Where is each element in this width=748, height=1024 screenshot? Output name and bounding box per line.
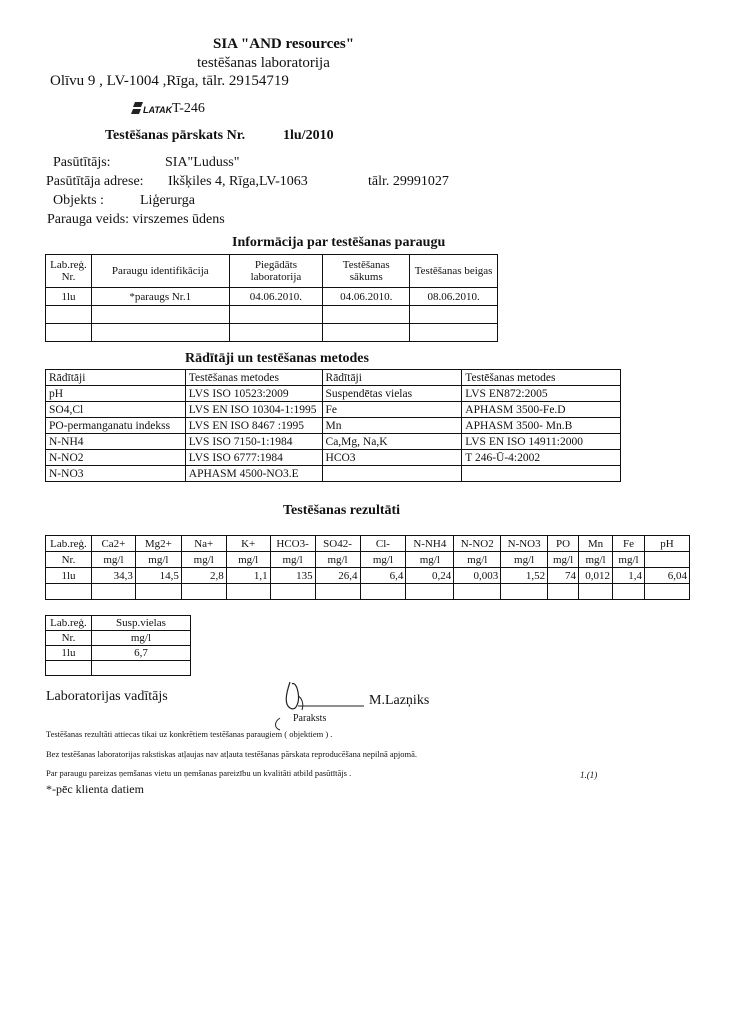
table-row bbox=[46, 568, 690, 584]
value-cell: 6,04 bbox=[644, 568, 689, 584]
unit-cell: mg/l bbox=[454, 552, 501, 568]
value-cell: 2,8 bbox=[181, 568, 226, 584]
client-address-label: Pasūtītāja adrese: bbox=[46, 174, 144, 189]
param-cell: Fe bbox=[322, 402, 462, 418]
param-cell: SO4,Cl bbox=[46, 402, 186, 418]
value-cell: 135 bbox=[270, 568, 315, 584]
table-row bbox=[46, 450, 621, 466]
unit-cell: mg/l bbox=[91, 631, 190, 646]
value-cell: 0,24 bbox=[406, 568, 454, 584]
unit-cell: mg/l bbox=[226, 552, 270, 568]
param-header: Na+ bbox=[181, 536, 226, 552]
sample-id-cell: *paraugs Nr.1 bbox=[91, 288, 229, 306]
client-address-value: Ikšķiles 4, Rīga,LV-1063 bbox=[168, 174, 308, 189]
accreditation-logo bbox=[131, 99, 173, 124]
method-cell: LVS ISO 7150-1:1984 bbox=[185, 434, 322, 450]
header-cell: Rādītāji bbox=[322, 370, 462, 386]
value-cell: 1,52 bbox=[501, 568, 548, 584]
object-label: Objekts : bbox=[53, 193, 104, 208]
unit-cell: mg/l bbox=[270, 552, 315, 568]
method-cell: T 246-Ū-4:2002 bbox=[462, 450, 621, 466]
method-cell: LVS EN ISO 14911:2000 bbox=[462, 434, 621, 450]
param-cell: PO-permanganatu indekss bbox=[46, 418, 186, 434]
header-cell: Lab.reģ. bbox=[46, 616, 92, 631]
value-cell: 6,7 bbox=[91, 646, 190, 661]
param-header: Ca2+ bbox=[91, 536, 135, 552]
param-cell: N-NO2 bbox=[46, 450, 186, 466]
value-cell: 14,5 bbox=[135, 568, 181, 584]
param-cell: pH bbox=[46, 386, 186, 402]
table-row bbox=[46, 466, 621, 482]
table-row bbox=[46, 370, 621, 386]
report-number: 1lu/2010 bbox=[283, 128, 334, 143]
info-table bbox=[45, 254, 498, 342]
header-cell: Testēšanas sākums bbox=[323, 255, 410, 288]
unit-cell bbox=[644, 552, 689, 568]
param-cell: N-NH4 bbox=[46, 434, 186, 450]
table-row bbox=[46, 386, 621, 402]
sample-id-cell: 1lu bbox=[46, 646, 92, 661]
page-number: 1.(1) bbox=[580, 770, 598, 780]
table-row bbox=[46, 661, 191, 676]
param-header: N-NO3 bbox=[501, 536, 548, 552]
results-table bbox=[45, 535, 690, 600]
start-cell: 04.06.2010. bbox=[323, 288, 410, 306]
method-cell bbox=[462, 466, 621, 482]
method-cell: LVS ISO 6777:1984 bbox=[185, 450, 322, 466]
info-section-title: Informācija par testēšanas paraugu bbox=[232, 235, 446, 250]
table-row bbox=[46, 584, 690, 600]
note-1: Testēšanas rezultāti attiecas tikai uz konkrētiem testēšanas paraugiem ( objektiem ) . bbox=[46, 729, 333, 739]
method-cell: LVS EN ISO 8467 :1995 bbox=[185, 418, 322, 434]
param-header: HCO3- bbox=[270, 536, 315, 552]
unit-cell: mg/l bbox=[548, 552, 579, 568]
lab-reg-cell: 1lu bbox=[46, 288, 92, 306]
lab-name: testēšanas laboratorija bbox=[197, 55, 330, 71]
end-cell: 08.06.2010. bbox=[410, 288, 498, 306]
param-header: Cl- bbox=[360, 536, 406, 552]
value-cell: 6,4 bbox=[360, 568, 406, 584]
object-value: Liģerurga bbox=[140, 193, 195, 208]
table-row bbox=[46, 288, 498, 306]
header-cell: Testēšanas beigas bbox=[410, 255, 498, 288]
unit-cell: mg/l bbox=[91, 552, 135, 568]
report-title: Testēšanas pārskats Nr. bbox=[105, 128, 246, 143]
param-cell: Ca,Mg, Na,K bbox=[322, 434, 462, 450]
header-cell: Nr. bbox=[46, 552, 92, 568]
param-header: pH bbox=[644, 536, 689, 552]
method-cell: LVS ISO 10523:2009 bbox=[185, 386, 322, 402]
header-cell: Piegādāts laboratorija bbox=[229, 255, 323, 288]
method-cell: APHASM 3500-Fe.D bbox=[462, 402, 621, 418]
table-row bbox=[46, 536, 690, 552]
accreditation-number: T-246 bbox=[172, 101, 205, 116]
header-cell: Paraugu identifikācija bbox=[91, 255, 229, 288]
table-row bbox=[46, 402, 621, 418]
table-row bbox=[46, 616, 191, 631]
value-cell: 0,003 bbox=[454, 568, 501, 584]
value-cell: 1,4 bbox=[613, 568, 645, 584]
value-cell: 34,3 bbox=[91, 568, 135, 584]
note-3: Par paraugu pareizas ņemšanas vietu un ņemšanas pareizību un kvalitāti atbild pasūtītājs . bbox=[46, 768, 352, 778]
table-row bbox=[46, 552, 690, 568]
unit-cell: mg/l bbox=[501, 552, 548, 568]
param-cell: N-NO3 bbox=[46, 466, 186, 482]
method-cell: APHASM 3500- Mn.B bbox=[462, 418, 621, 434]
methods-table bbox=[45, 369, 621, 482]
client-value: SIA"Luduss" bbox=[165, 155, 240, 170]
note-2: Bez testēšanas laboratorijas rakstiskas atļaujas nav atļauta testēšanas pārskata reproducēšana nepilnā apjomā. bbox=[46, 749, 418, 759]
param-header: Mg2+ bbox=[135, 536, 181, 552]
param-header: PO bbox=[548, 536, 579, 552]
header-cell: Testēšanas metodes bbox=[185, 370, 322, 386]
unit-cell: mg/l bbox=[613, 552, 645, 568]
unit-cell: mg/l bbox=[360, 552, 406, 568]
unit-cell: mg/l bbox=[181, 552, 226, 568]
header-cell: Rādītāji bbox=[46, 370, 186, 386]
lab-head-label: Laboratorijas vadītājs bbox=[46, 689, 168, 704]
table-row bbox=[46, 646, 191, 661]
delivered-cell: 04.06.2010. bbox=[229, 288, 323, 306]
sample-type: Parauga veids: virszemes ūdens bbox=[47, 212, 225, 227]
method-cell: LVS EN872:2005 bbox=[462, 386, 621, 402]
param-header: Fe bbox=[613, 536, 645, 552]
value-cell: 74 bbox=[548, 568, 579, 584]
param-header: Susp.vielas bbox=[91, 616, 190, 631]
header-cell: Testēšanas metodes bbox=[462, 370, 621, 386]
client-phone: tālr. 29991027 bbox=[368, 174, 449, 189]
param-header: SO42- bbox=[315, 536, 360, 552]
unit-cell: mg/l bbox=[406, 552, 454, 568]
param-cell: Suspendētas vielas bbox=[322, 386, 462, 402]
header-cell: Lab.reģ. bbox=[46, 536, 92, 552]
unit-cell: mg/l bbox=[315, 552, 360, 568]
table-row bbox=[46, 255, 498, 288]
value-cell: 0,012 bbox=[579, 568, 613, 584]
client-data-note: *-pēc klienta datiem bbox=[46, 782, 144, 796]
param-header: K+ bbox=[226, 536, 270, 552]
table-row bbox=[46, 434, 621, 450]
methods-section-title: Rādītāji un testēšanas metodes bbox=[185, 351, 369, 366]
lab-head-name: M.Lazņiks bbox=[369, 693, 430, 708]
unit-cell: mg/l bbox=[579, 552, 613, 568]
param-header: N-NH4 bbox=[406, 536, 454, 552]
suspended-solids-table bbox=[45, 615, 191, 676]
sample-id-cell: 1lu bbox=[46, 568, 92, 584]
company-name: SIA "AND resources" bbox=[213, 36, 355, 52]
table-row bbox=[46, 324, 498, 342]
table-row bbox=[46, 631, 191, 646]
signature-label: Paraksts bbox=[293, 713, 327, 724]
method-cell: APHASM 4500-NO3.E bbox=[185, 466, 322, 482]
value-cell: 1,1 bbox=[226, 568, 270, 584]
param-cell: Mn bbox=[322, 418, 462, 434]
table-row bbox=[46, 306, 498, 324]
param-header: N-NO2 bbox=[454, 536, 501, 552]
method-cell: LVS EN ISO 10304-1:1995 bbox=[185, 402, 322, 418]
value-cell: 26,4 bbox=[315, 568, 360, 584]
param-header: Mn bbox=[579, 536, 613, 552]
svg-text:LATAK: LATAK bbox=[143, 105, 173, 115]
param-cell: HCO3 bbox=[322, 450, 462, 466]
param-cell bbox=[322, 466, 462, 482]
client-label: Pasūtītājs: bbox=[53, 155, 111, 170]
header-cell: Lab.reģ. Nr. bbox=[46, 255, 92, 288]
results-section-title: Testēšanas rezultāti bbox=[283, 503, 401, 518]
unit-cell: mg/l bbox=[135, 552, 181, 568]
company-address: Olīvu 9 , LV-1004 ,Rīga, tālr. 29154719 bbox=[50, 73, 289, 89]
header-cell: Nr. bbox=[46, 631, 92, 646]
table-row bbox=[46, 418, 621, 434]
